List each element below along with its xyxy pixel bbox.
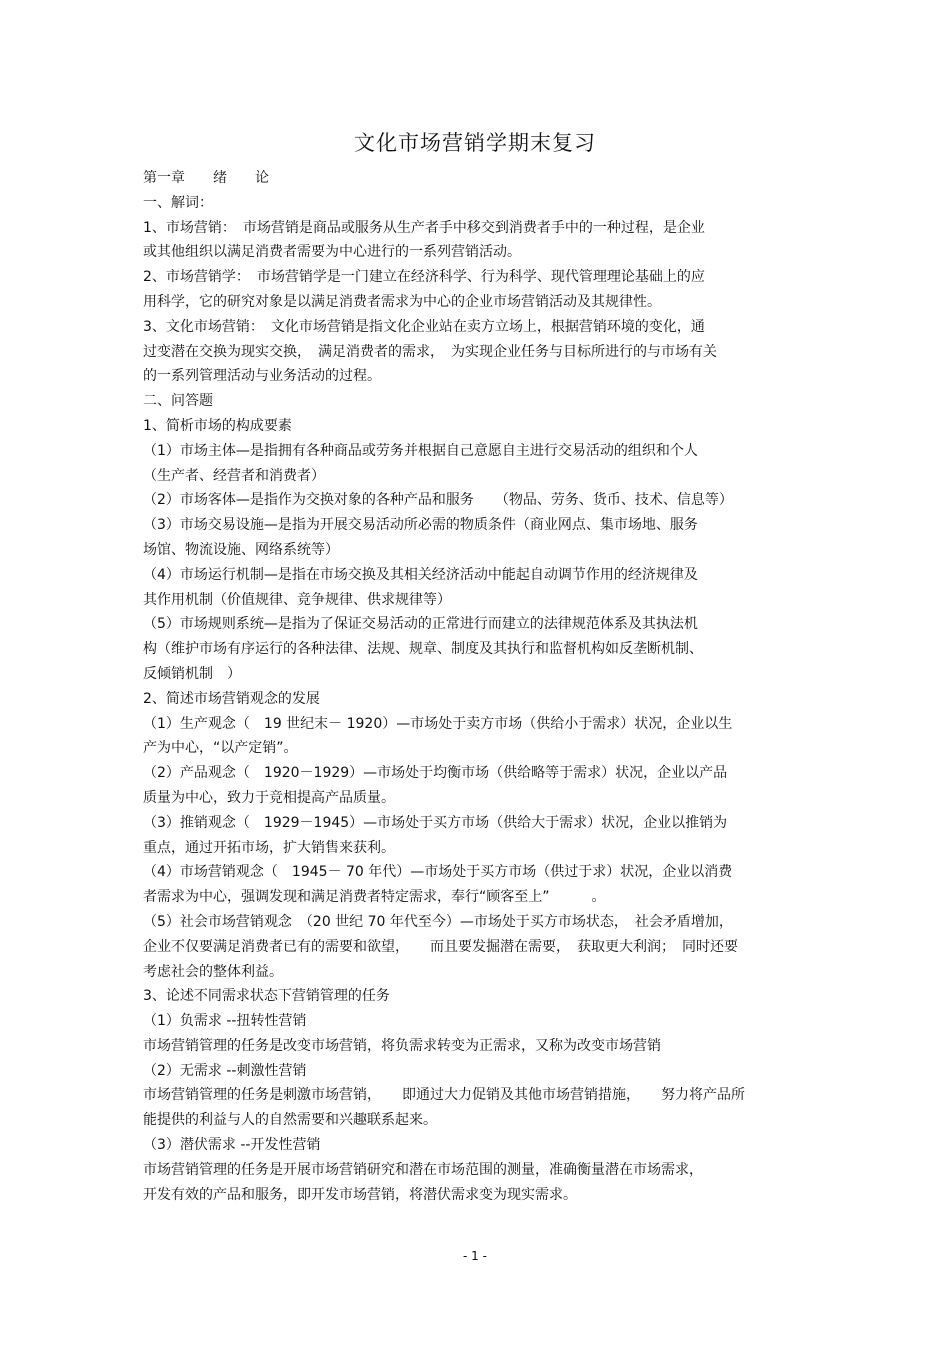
- text-line: （1）生产观念（ 19 世纪末－ 1920）—市场处于卖方市场（供给小于需求）状况，企业以生: [143, 715, 733, 732]
- text-line: 市场营销管理的任务是改变市场营销，将负需求转变为正需求，又称为改变市场营销: [143, 1037, 661, 1054]
- text-line: 企业不仅要满足消费者已有的需要和欲望， 而且要发掘潜在需要， 获取更大利润； 同时还要: [143, 938, 738, 955]
- text-line: 开发有效的产品和服务，即开发市场营销，将潜伏需求变为现实需求。: [143, 1186, 577, 1203]
- text-line: 重点，通过开拓市场，扩大销售来获利。: [143, 839, 395, 856]
- text-line: 1、简析市场的构成要素: [143, 417, 292, 434]
- text-line: 市场营销管理的任务是刺激市场营销， 即通过大力促销及其他市场营销措施， 努力将产品所: [143, 1087, 745, 1104]
- text-line: 2、市场营销学： 市场营销学是一门建立在经济科学、行为科学、现代管理理论基础上的应: [143, 269, 705, 286]
- text-line: （1）负需求 --扭转性营销: [143, 1013, 307, 1030]
- text-line: （5）社会市场营销观念 （20 世纪 70 年代至今）—市场处于买方市场状态， 社会矛盾增加，: [143, 913, 733, 930]
- document-body: [143, 166, 823, 1207]
- text-line: 第一章 绪 论: [143, 170, 269, 186]
- text-line: 者需求为中心，强调发现和满足消费者特定需求，奉行“顾客至上” 。: [143, 889, 606, 906]
- text-line: 构（维护市场有序运行的各种法律、法规、规章、制度及其执行和监督机构如反垄断机制、: [143, 641, 703, 658]
- text-line: 能提供的利益与人的自然需要和兴趣联系起来。: [143, 1112, 437, 1129]
- text-line: （4）市场运行机制—是指在市场交换及其相关经济活动中能起自动调节作用的经济规律及: [143, 566, 698, 583]
- text-line: 产为中心，“以产定销”。: [143, 740, 298, 757]
- text-line: 3、论述不同需求状态下营销管理的任务: [143, 988, 390, 1005]
- text-line: （3）潜伏需求 --开发性营销: [143, 1137, 321, 1154]
- text-line: 考虑社会的整体利益。: [143, 963, 283, 980]
- text-line: 二、问答题: [143, 393, 213, 410]
- text-line: 1、市场营销： 市场营销是商品或服务从生产者手中移交到消费者手中的一种过程，是企业: [143, 219, 705, 236]
- page-number: - 1 -: [463, 1249, 487, 1263]
- text-line: 的一系列管理活动与业务活动的过程。: [143, 368, 381, 385]
- text-line: 一、解词：: [143, 194, 213, 211]
- text-line: 反倾销机制 ）: [143, 665, 241, 682]
- text-line: 市场营销管理的任务是开展市场营销研究和潜在市场范围的测量，准确衡量潜在市场需求，: [143, 1161, 703, 1178]
- text-line: 过变潜在交换为现实交换， 满足消费者的需求， 为实现企业任务与目标所进行的与市场有关: [143, 343, 717, 360]
- text-line: 场馆、物流设施、网络系统等）: [143, 541, 339, 558]
- text-line: 2、简述市场营销观念的发展: [143, 690, 320, 707]
- text-line: （2）产品观念（ 1920－1929）—市场处于均衡市场（供给略等于需求）状况，企业以产品: [143, 765, 728, 782]
- text-line: （5）市场规则系统—是指为了保证交易活动的正常进行而建立的法律规范体系及其执法机: [143, 616, 698, 633]
- text-line: 3、文化市场营销： 文化市场营销是指文化企业站在卖方立场上，根据营销环境的变化，通: [143, 318, 705, 335]
- text-line: （3）市场交易设施—是指为开展交易活动所必需的物质条件（商业网点、集市场地、服务: [143, 517, 698, 534]
- text-line: （4）市场营销观念（ 1945－ 70 年代）—市场处于买方市场（供过于求）状况，企业以消费: [143, 864, 733, 881]
- text-line: （3）推销观念（ 1929－1945）—市场处于买方市场（供给大于需求）状况，企业以推销为: [143, 814, 728, 831]
- text-line: 质量为中心，致力于竞相提高产品质量。: [143, 789, 395, 806]
- text-line: （生产者、经营者和消费者）: [143, 467, 325, 484]
- text-line: 其作用机制（价值规律、竞争规律、供求规律等）: [143, 591, 451, 608]
- text-line: 或其他组织以满足消费者需要为中心进行的一系列营销活动。: [143, 244, 521, 261]
- text-line: （2）市场客体—是指作为交换对象的各种产品和服务 （物品、劳务、货币、技术、信息等）: [143, 492, 733, 509]
- text-line: （1）市场主体—是指拥有各种商品或劳务并根据自己意愿自主进行交易活动的组织和个人: [143, 442, 698, 459]
- text-line: （2）无需求 --刺激性营销: [143, 1062, 307, 1079]
- text-line: 用科学，它的研究对象是以满足消费者需求为中心的企业市场营销活动及其规律性。: [143, 293, 661, 310]
- document-title: 文化市场营销学期末复习: [354, 131, 596, 155]
